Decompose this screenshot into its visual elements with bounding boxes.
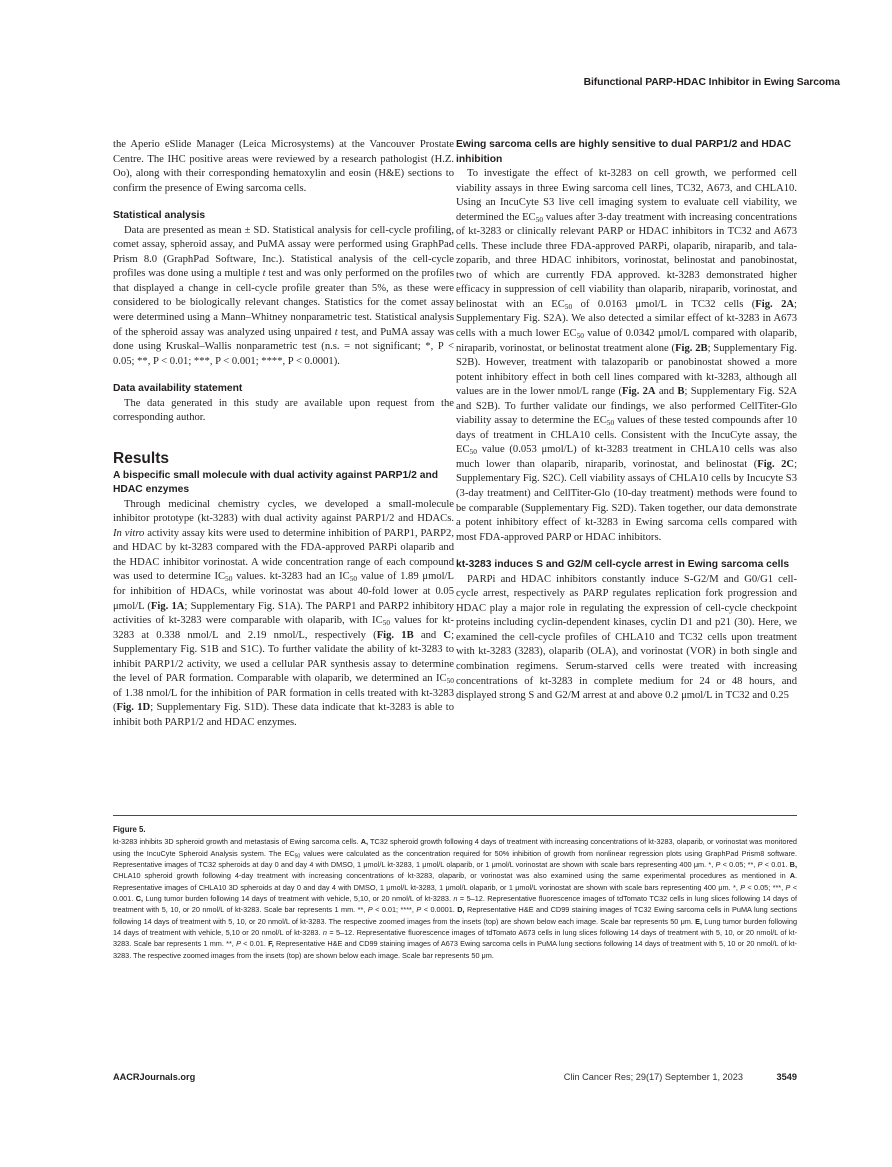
- fig-1d-link[interactable]: Fig. 1D: [116, 702, 151, 714]
- statistical-analysis-heading: Statistical analysis: [113, 210, 206, 222]
- fig-1a-link[interactable]: Fig. 1A: [150, 600, 185, 612]
- ewing-sensitivity-paragraph: To investigate the effect of kt-3283 on cell growth, we performed cell viability assays in three Ewing sarcoma cell lines, TC32, A673, and CHLA10. Using an IncuCyte S3 live cell imaging system to evaluate cell viability, we determined the $EC_{50}$ values after 3-day treatment with increasing concentrations of kt-3283 or clinically relevant PARP or HDAC inhibitors in TC32 and A673 cells. These include three FDA-approved PARPi, olaparib, niraparib, and talazoparib, and three HDAC inhibitors, vorinostat, belinostat and panobinostat, two of which are currently FDA approved. kt-3283 demonstrated higher efficacy in suppression of cell viability than olaparib, niraparib, vorinostat, and belinostat with an $EC_{50}$ of 0.0163 μmol/L in TC32 cells (Fig. 2A; Supplementary Fig. S2A). We also detected a similar effect of kt-3283 in A673 cells with a much lower $EC_{50}$ value of 0.0342 μmol/L compared with olaparib, niraparib, vorinostat, or belinostat treatment alone (Fig. 2B; Supplementary Fig. S2B). However, treatment with talazoparib or panobinostat showed a more potent inhibitory effect in both cell lines compared with kt-3283, although all values are in the lower nmol/L range (Fig. 2A and B; Supplementary Fig. S2A and S2B). To further validate our findings, we also performed CellTiter-Glo viability assay to determine the $EC_{50}$ values of these tested compounds after 10 days of treatment in CHLA10 cells. Consistent with the IncuCyte assay, the $EC_{50}$ value (0.053 μmol/L) of kt-3283 treatment in CHLA10 cells was also much lower than olaparib, niraparib, vorinostat, and belinostat (Fig. 2C; Supplementary Fig. S2C). Cell viability assays of CHLA10 cells by Incucyte S3 (3-day treatment) and CellTiter-Glo (10-day treatment) methods were found to be comparable (Supplementary Fig. S2D). Taken together, our data demonstrate a potent inhibitory effect of kt-3283 in Ewing sarcoma cells compared with most FDA-approved PARP or HDAC inhibitors.: [456, 168, 798, 543]
- results-heading: Results: [113, 449, 169, 467]
- page-number: 3549: [776, 1072, 797, 1082]
- journal-site-link[interactable]: AACRJournals.org: [113, 1072, 196, 1082]
- cell-cycle-paragraph: PARPi and HDAC inhibitors constantly induce S-G2/M and G0/G1 cell-cycle arrest, respectively as PARP regulates replication fork progression and HDAC play a major role in regulating the expression of cell-cycle checkpoint proteins including cyclin-dependent kinases, cyclin D1 and p21 (30). Here, we examined the cell-cycle profiles of CHLA10 and TC32 cells upon treatment with kt-3283 (3283), olaparib (OLA), and vorinostat (VOR) in both single and combination regimens. Serum-starved cells were treated with increasing concentrations of kt-3283 in complete medium for 24 or 48 hours, and displayed strong S and G2/M arrest at and above 0.2 μmol/L in TC32 and 0.25: [456, 573, 797, 702]
- figure-caption: Figure 5. kt-3283 inhibits 3D spheroid growth and metastasis of Ewing sarcoma cells. A, TC32 spheroid growth following 4 days of treatment with increasing concentrations of kt-3283, olaparib, or vorinostat was monitored using the IncuCyte Spheroid Analysis system. The $EC_{50}$ values were calculated as the concentration required for 50% inhibition of growth from nonlinear regression plots using GraphPad Prism8 software. Representative images of TC32 spheroids at day 0 and day 4 with DMSO, 1 μmol/L kt-3283, 1 μmol/L olaparib, or 1 μmol/L vorinostat are shown with scale bars representing 400 μm. *, P < 0.05; **, P < 0.01. B, CHLA10 spheroid growth following 4-day treatment with increasing concentrations of kt-3283, olaparib, or vorinostat was also examined using the same experimental procedures as mentioned in A. Representative images of CHLA10 3D spheroids at day 0 and day 4 with DMSO, 1 μmol/L kt-3283, 1 μmol/L olaparib, or 1 μmol/L vorinostat are shown with scale bars representing 400 μm. *, P < 0.05; ***, P < 0.001. C, Lung tumor burden following 14 days of treatment with vehicle, 5,10, or 20 nmol/L of kt-3283. n = 5–12. Representative fluorescence images of tdTomato TC32 cells in lung slices following 14 days of treatment with 5, 10, or 20 nmol/L of kt-3283. Scale bar represents 1 mm. **, P < 0.01; ****, P < 0.0001. D, Representative H&E and CD99 staining images of TC32 Ewing sarcoma cells in PuMA lung sections following 14 days of treatment with 5, 10, or 20 nmol/L of kt-3283. The respective zoomed images from the insets (top) are shown below each image. Scale bar represents 50 μm. E, Lung tumor burden following 14 days of treatment with vehicle, 5,10 or 20 nmol/L of kt-3283. n = 5–12. Representative fluorescence images of tdTomato A673 cells in lung slices following 14 days of treatment with 5, 10, or 20 nmol/L of kt-3283. Scale bar represents 1 mm. **, P < 0.01. F, Representative H&E and CD99 staining images of A673 Ewing sarcoma cells in PuMA lung sections following 14 days of treatment with 5, 10 or 20 nmol/L of kt-3283. The respective zoomed images from the insets (top) are shown below each image. Scale bar represents 50 μm.: [113, 825, 798, 960]
- fig-2b-link[interactable]: Fig. 2B: [675, 342, 708, 354]
- figure-title: Figure 5.: [113, 825, 146, 834]
- data-availability-heading: Data availability statement: [113, 383, 243, 395]
- ewing-sensitivity-heading: Ewing sarcoma cells are highly sensitive to dual PARP1/2 and HDAC inhibition: [456, 139, 792, 165]
- data-availability-paragraph: The data generated in this study are available upon request from the corresponding author.: [113, 397, 454, 424]
- fig-1b-link[interactable]: Fig. 1B: [376, 629, 414, 641]
- right-column: [456, 138, 797, 704]
- fig-1c-link[interactable]: C: [443, 629, 452, 641]
- cell-cycle-heading: kt-3283 induces S and G2/M cell-cycle arrest in Ewing sarcoma cells: [456, 559, 790, 571]
- bispecific-paragraph: Through medicinal chemistry cycles, we developed a small-molecule inhibitor prototype (kt-3283) with dual activity against PARP1/2 and HDACs. In vitro activity assay kits were used to determine inhibition of PARP1, PARP2, and HDAC by kt-3283 compared with the FDA-approved PARPi olaparib and the HDAC inhibitor vorinostat. A wide concentration range of each compound was used to determine $IC_{50}$ values. kt-3283 had an $IC_{50}$ value of 1.89 μmol/L for inhibition of HDACs, while vorinostat was about 40-fold lower at 0.05 μmol/L (Fig. 1A; Supplementary Fig. S1A). The PARP1 and PARP2 inhibitory activities of kt-3283 were comparable with olaparib, with $IC_{50}$ values for kt-3283 at 0.338 nmol/L and 2.19 nmol/L, respectively (Fig. 1B and C; Supplementary Fig. S1B and S1C). To further validate the ability of kt-3283 to inhibit PARP1/2 activity, we used a cellular PAR synthesis assay to determine the level of PAR formation. Comparable with olaparib, we determined an $IC_{50}$ of 1.38 nmol/L for the inhibition of PAR formation in cells treated with kt-3283 (Fig. 1D; Supplementary Fig. S1D). These data indicate that kt-3283 is able to inhibit both PARP1/2 and HDAC enzymes.: [113, 498, 455, 728]
- intro-paragraph: the Aperio eSlide Manager (Leica Microsystems) at the Vancouver Prostate Centre. The IHC positive areas were reviewed by a research pathologist (H.Z. Oo), along with their corresponding hematoxylin and eosin (H&E) sections to confirm the presence of Ewing sarcoma cells.: [113, 139, 454, 194]
- running-head: Bifunctional PARP-HDAC Inhibitor in Ewing Sarcoma: [583, 77, 840, 88]
- fig-2b-link-2[interactable]: B: [677, 386, 685, 398]
- caption-divider: [113, 815, 797, 816]
- fig-2c-link[interactable]: Fig. 2C: [757, 458, 795, 470]
- citation: Clin Cancer Res; 29(17) September 1, 2023: [563, 1072, 743, 1082]
- left-column: [113, 138, 454, 731]
- statistical-analysis-paragraph: Data are presented as mean ± SD. Statistical analysis for cell-cycle profiling, comet assay, spheroid assay, and PuMA assay were performed using GraphPad Prism 8.0 (GraphPad Software, Inc.). Statistical analysis of the cell-cycle profiles was done using a multiple t test and was only performed on the profiles that displayed a change in cell-cycle profile greater than 5%, as these were considered to be biologically relevant changes. Statistics for the comet assay were determined using a Mann–Whitney nonparametric test. Statistical analysis of the spheroid assay was analyzed using unpaired t test, and PuMA assay was done using Kruskal–Wallis nonparametric test (n.s. = not significant; *, P < 0.05; **, P < 0.01; ***, P < 0.001; ****, P < 0.0001).: [113, 224, 454, 367]
- bispecific-heading: A bispecific small molecule with dual activity against PARP1/2 and HDAC enzymes: [113, 469, 439, 496]
- fig-2a-link[interactable]: Fig. 2A: [755, 298, 795, 310]
- fig-2a-link-2[interactable]: Fig. 2A: [622, 386, 656, 398]
